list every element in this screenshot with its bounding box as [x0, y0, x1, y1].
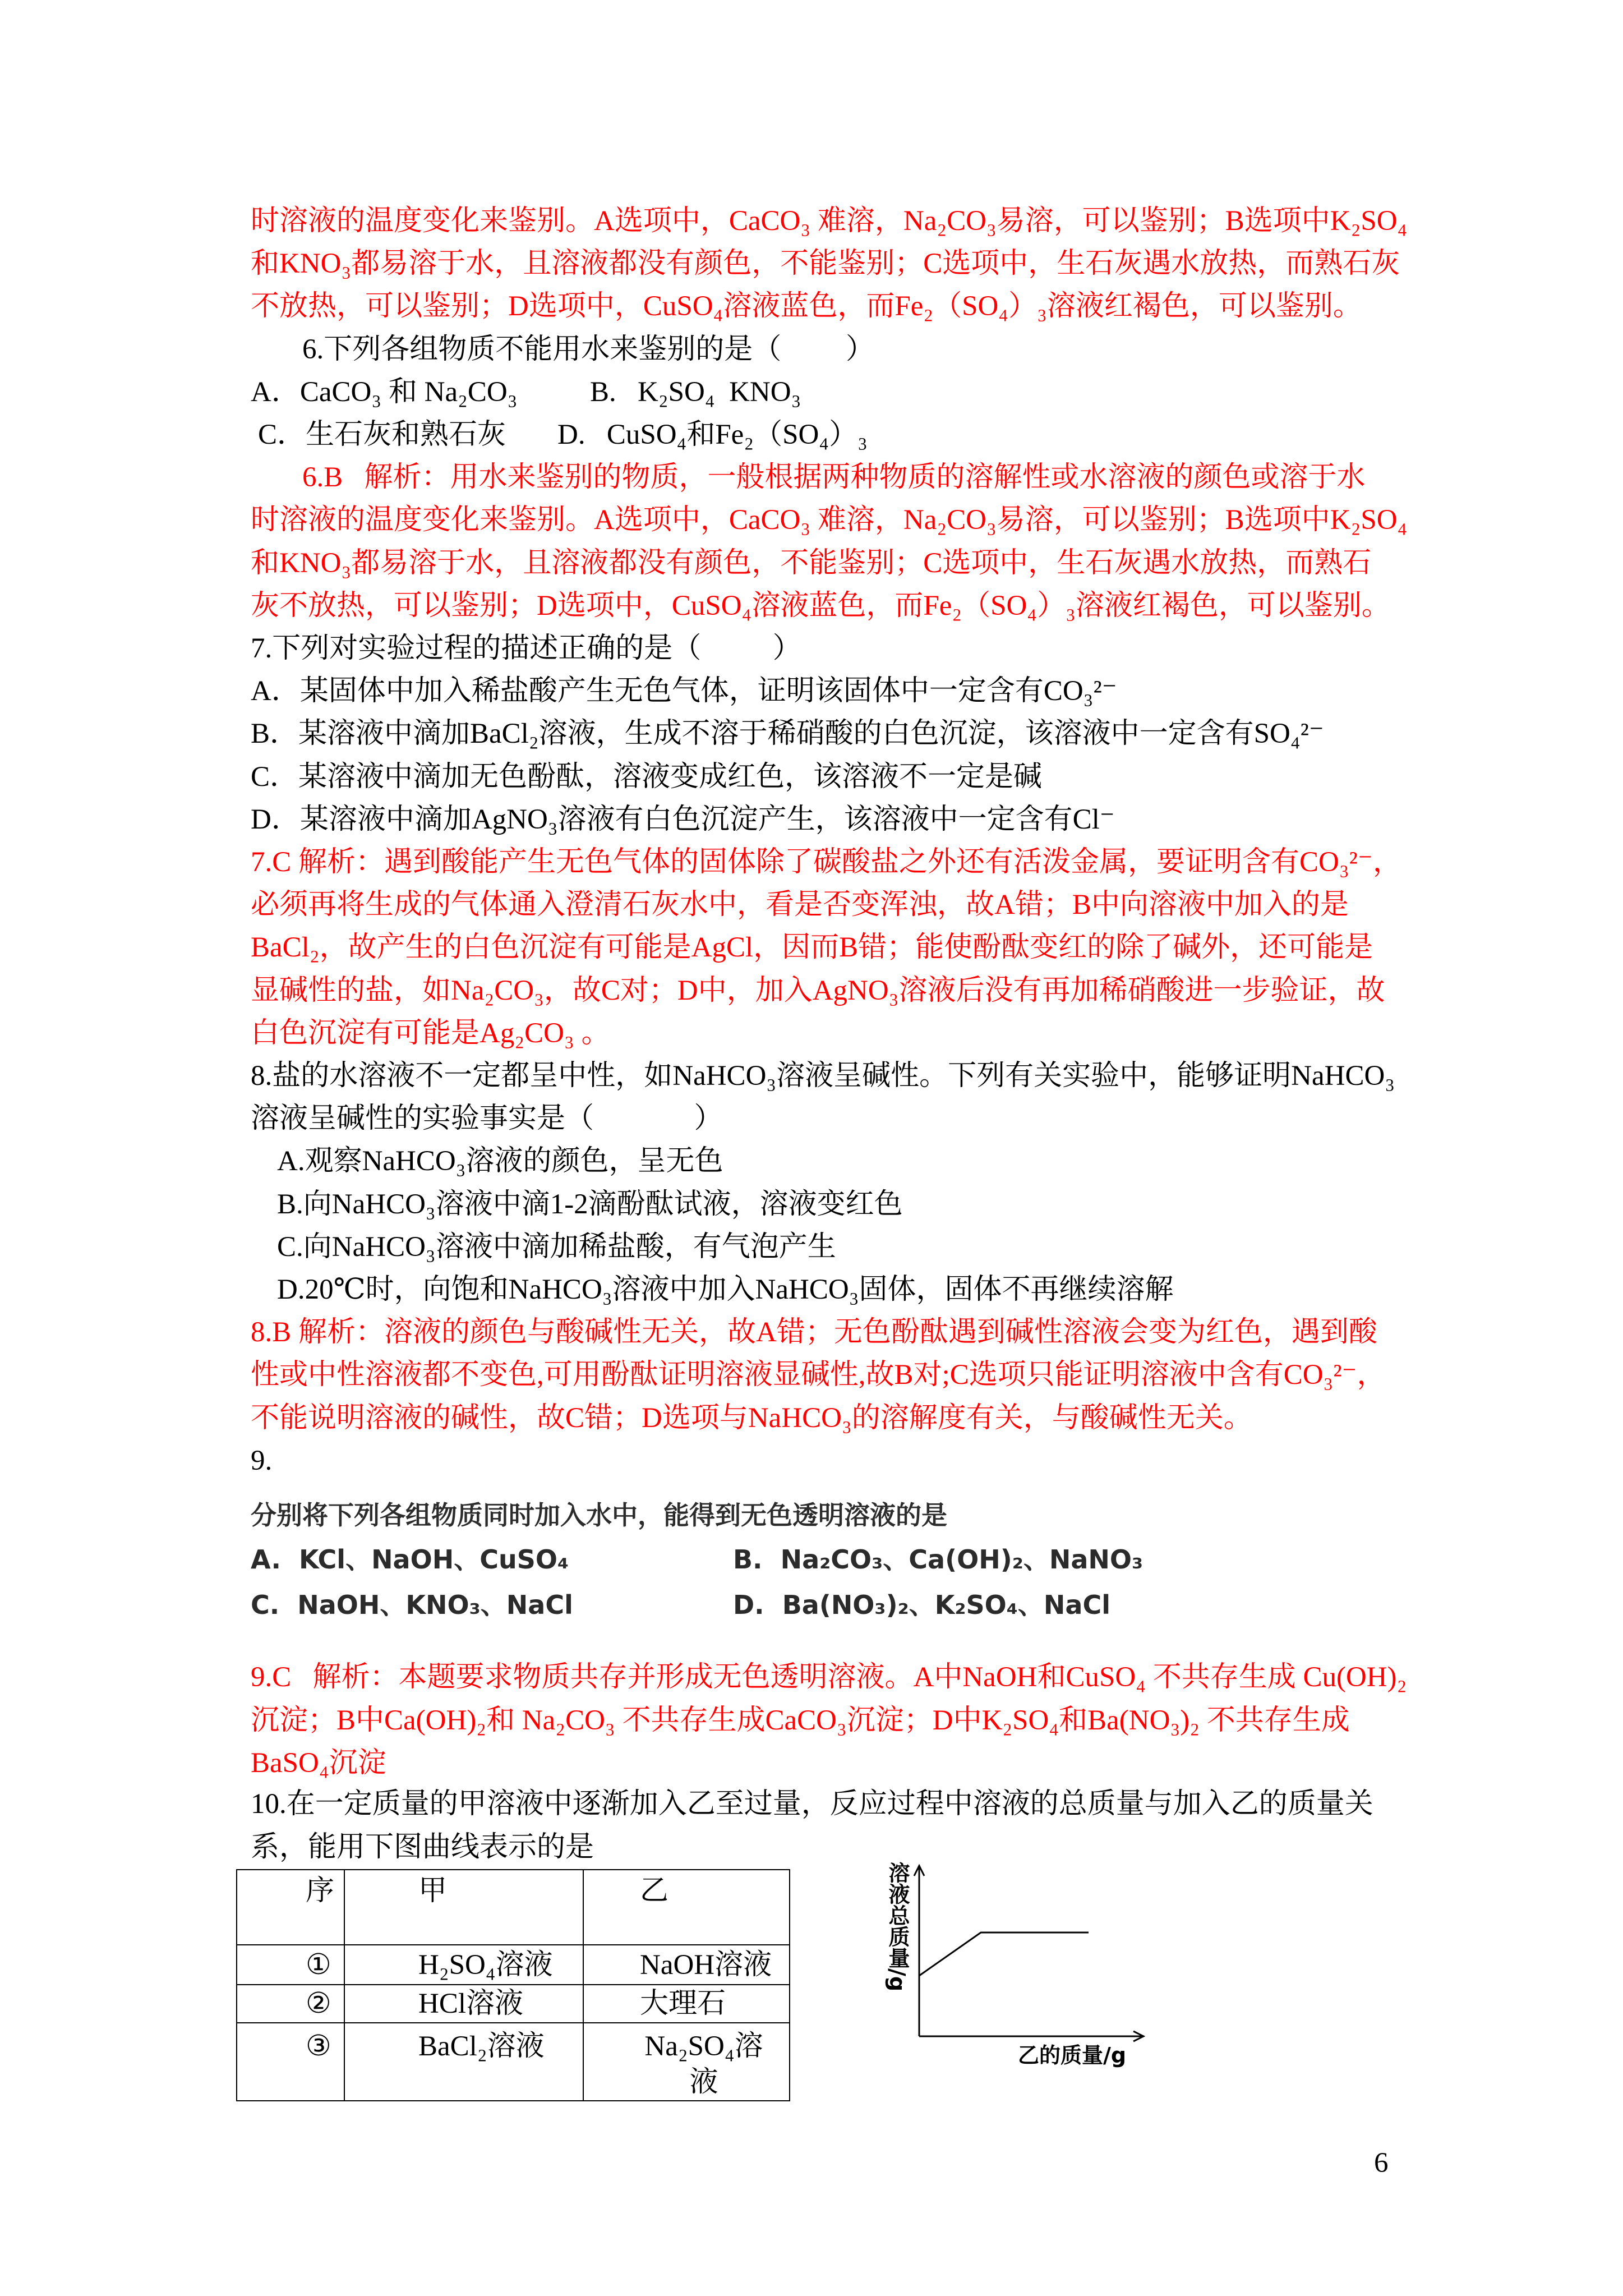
table-cell-index: ①	[237, 1945, 344, 1985]
figure-question-stem: 分别将下列各组物质同时加入水中，能得到无色透明溶液的是	[251, 1500, 947, 1530]
table-cell-index: ③	[237, 2023, 344, 2101]
table-cell-jia: BaCl₂溶液	[344, 2023, 583, 2101]
question-stem: 10.在一定质量的甲溶液中逐渐加入乙至过量，反应过程中溶液的总质量与加入乙的质量关	[251, 1788, 1373, 1820]
x-axis-label: 乙的质量/g	[1018, 2043, 1127, 2068]
answer-explanation-line: 必须再将生成的气体通入澄清石灰水中，看是否变浑浊，故A错；B中向溶液中加入的是	[251, 889, 1349, 921]
table-header-yi: 乙	[583, 1870, 790, 1945]
mass-graph	[875, 1851, 1166, 2076]
option-a: A．CaCO₃ 和 Na₂CO₃	[251, 376, 518, 408]
table-cell-index: ②	[237, 1985, 344, 2023]
answer-explanation-line: 和KNO₃都易溶于水，且溶液都没有颜色，不能鉴别；C选项中，生石灰遇水放热，而熟石	[251, 547, 1372, 579]
table-row	[237, 2023, 790, 2101]
table-row	[237, 1945, 790, 1985]
question-stem: 6.下列各组物质不能用水来鉴别的是（ ）	[302, 334, 875, 365]
table-cell-yi: 大理石	[583, 1985, 790, 2023]
question-stem: 溶液呈碱性的实验事实是（ ）	[251, 1103, 723, 1134]
mass-curve	[919, 1932, 1089, 1976]
question-stem: 系，能用下图曲线表示的是	[251, 1832, 594, 1863]
figure-option-c: C. NaOH、KNO₃、NaCl	[251, 1590, 573, 1620]
page-number: 6	[1374, 2147, 1389, 2179]
answer-explanation-line: 显碱性的盐，如Na₂CO₃，故C对；D中，加入AgNO₃溶液后没有再加稀硝酸进一步验证，故	[251, 975, 1385, 1006]
answer-explanation-line: 不能说明溶液的碱性，故C错；D选项与NaHCO₃的溶解度有关，与酸碱性无关。	[251, 1402, 1252, 1434]
option-d: D．某溶液中滴加AgNO₃溶液有白色沉淀产生，该溶液中一定含有Cl⁻	[251, 804, 1115, 835]
answer-explanation-line: 6.B 解析：用水来鉴别的物质，一般根据两种物质的溶解性或水溶液的颜色或溶于水	[302, 462, 1366, 493]
figure-option-d: D. Ba(NO₃)₂、K₂SO₄、NaCl	[733, 1590, 1110, 1620]
answer-explanation-line: 9.C 解析：本题要求物质共存并形成无色透明溶液。A中NaOH和CuSO₄ 不共存生成 Cu(OH)₂	[251, 1662, 1407, 1693]
reagent-table	[236, 1869, 790, 2101]
answer-explanation-line: BaSO₄沉淀	[251, 1747, 386, 1779]
answer-explanation-line: 白色沉淀有可能是Ag₂CO₃ 。	[251, 1018, 610, 1049]
answer-explanation-line: BaCl₂，故产生的白色沉淀有可能是AgCl，因而B错；能使酚酞变红的除了碱外，还可能是	[251, 932, 1373, 963]
question-stem: 8.盐的水溶液不一定都呈中性，如NaHCO₃溶液呈碱性。下列有关实验中，能够证明NaHCO₃	[251, 1060, 1395, 1092]
answer-explanation-line: 不放热，可以鉴别；D选项中，CuSO₄溶液蓝色，而Fe₂（SO₄）₃溶液红褐色，可以鉴别。	[251, 291, 1362, 322]
table-header-index: 序	[237, 1870, 344, 1945]
table-header-row	[237, 1870, 790, 1945]
answer-explanation-line: 和KNO₃都易溶于水，且溶液都没有颜色，不能鉴别；C选项中，生石灰遇水放热，而熟石灰	[251, 248, 1400, 279]
table-cell-jia: HCl溶液	[344, 1985, 583, 2023]
table-cell-yi: NaOH溶液	[583, 1945, 790, 1985]
option-c: C.向NaHCO₃溶液中滴加稀盐酸，有气泡产生	[277, 1231, 836, 1263]
option-a: A.观察NaHCO₃溶液的颜色，呈无色	[277, 1145, 723, 1177]
table-cell-yi: Na₂SO₄溶液	[583, 2023, 790, 2101]
option-d: D.20℃时，向饱和NaHCO₃溶液中加入NaHCO₃固体，固体不再继续溶解	[277, 1274, 1174, 1305]
answer-explanation-line: 时溶液的温度变化来鉴别。A选项中，CaCO₃ 难溶，Na₂CO₃易溶，可以鉴别；B选项中K₂SO₄	[251, 205, 1408, 237]
answer-explanation-line: 沉淀；B中Ca(OH)₂和 Na₂CO₃ 不共存生成CaCO₃沉淀；D中K₂SO₄和Ba(NO₃)₂ 不共存生成	[251, 1705, 1350, 1736]
y-axis-label: 溶液总质量/g	[885, 1862, 910, 1992]
figure-option-b: B. Na₂CO₃、Ca(OH)₂、NaNO₃	[733, 1544, 1144, 1575]
option-c: C．生石灰和熟石灰	[258, 419, 506, 450]
table-cell-jia: H₂SO₄溶液	[344, 1945, 583, 1985]
option-b: B. K₂SO₄ KNO₃	[590, 376, 801, 408]
table-header-jia: 甲	[344, 1870, 583, 1945]
answer-explanation-line: 灰不放热，可以鉴别；D选项中，CuSO₄溶液蓝色，而Fe₂（SO₄）₃溶液红褐色，可以鉴别。	[251, 590, 1390, 622]
option-b: B．某溶液中滴加BaCl₂溶液，生成不溶于稀硝酸的白色沉淀，该溶液中一定含有SO₄²⁻	[251, 718, 1324, 749]
answer-explanation-line: 时溶液的温度变化来鉴别。A选项中，CaCO₃ 难溶，Na₂CO₃易溶，可以鉴别；B选项中K₂SO₄	[251, 504, 1408, 536]
option-c: C．某溶液中滴加无色酚酞，溶液变成红色，该溶液不一定是碱	[251, 761, 1043, 793]
table-row	[237, 1985, 790, 2023]
option-b: B.向NaHCO₃溶液中滴1-2滴酚酞试液，溶液变红色	[277, 1189, 903, 1220]
option-d: D. CuSO₄和Fe₂（SO₄）₃	[557, 419, 868, 450]
question-stem: 7.下列对实验过程的描述正确的是（ ）	[251, 633, 801, 664]
answer-explanation-line: 8.B 解析：溶液的颜色与酸碱性无关，故A错；无色酚酞遇到碱性溶液会变为红色，遇到酸	[251, 1317, 1377, 1348]
figure-option-a: A. KCl、NaOH、CuSO₄	[251, 1544, 569, 1575]
answer-explanation-line: 7.C 解析：遇到酸能产生无色气体的固体除了碳酸盐之外还有活泼金属，要证明含有CO₃²⁻，	[251, 846, 1401, 878]
question-number: 9.	[251, 1445, 273, 1476]
answer-explanation-line: 性或中性溶液都不变色,可用酚酞证明溶液显碱性,故B对;C选项只能证明溶液中含有CO₃²⁻，	[251, 1359, 1386, 1391]
option-a: A．某固体中加入稀盐酸产生无色气体，证明该固体中一定含有CO₃²⁻	[251, 675, 1117, 707]
